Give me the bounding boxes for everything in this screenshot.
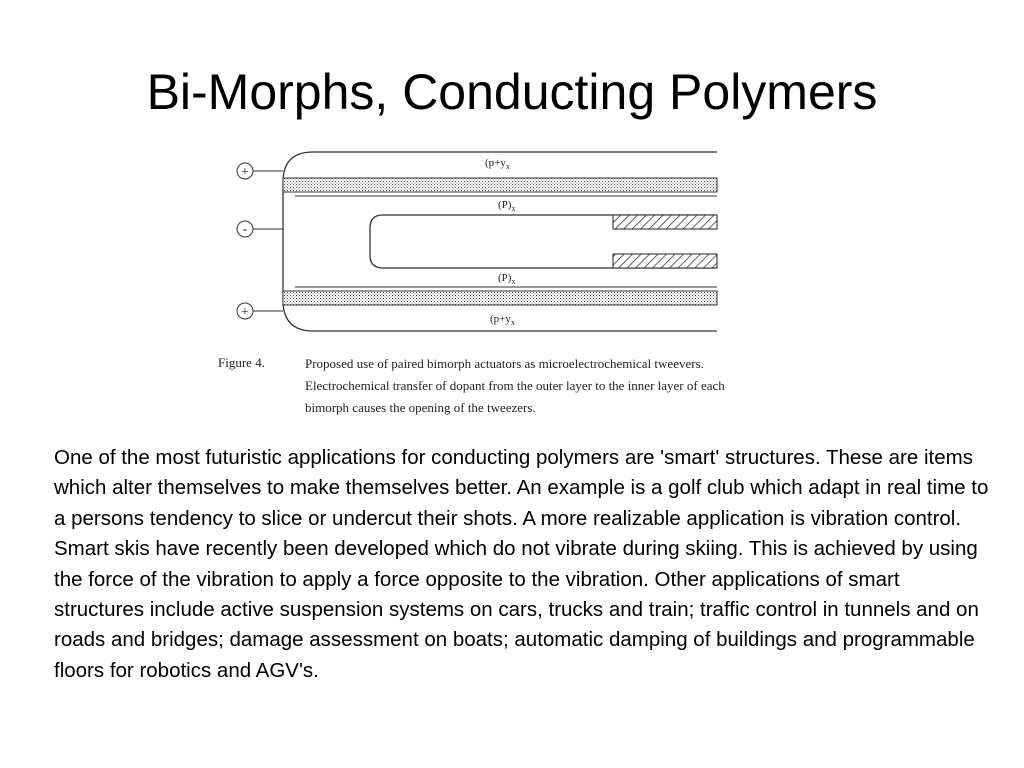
- figure-caption-label: Figure 4.: [218, 355, 265, 370]
- bottom-dopant-layer: [283, 291, 717, 305]
- figure-caption-text: Proposed use of paired bimorph actuators as microelectrochemical tweevers. Electrochemical transfer of dopant from the outer layer to the inner layer of each bimorph causes the opening of the tweezers.: [305, 356, 725, 415]
- bimorph-figure: [215, 145, 750, 430]
- slide-title: Bi-Morphs, Conducting Polymers: [146, 64, 878, 120]
- upper-tweezer-tip: [613, 215, 717, 229]
- outer-bottom-layer-label: ($p+y_x$: [490, 313, 515, 327]
- outer-top-layer-label: ($p+y_x$: [485, 157, 510, 171]
- lower-tweezer-tip: [613, 254, 717, 268]
- top-dopant-layer: [283, 178, 717, 192]
- terminal-bottom-sign: +: [241, 305, 249, 320]
- terminal-top-sign: +: [241, 165, 249, 180]
- inner-bottom-layer-label: $(P)_x$: [498, 272, 516, 286]
- bimorph-diagram: [215, 145, 750, 345]
- inner-top-layer-label: $(P)_x$: [498, 199, 516, 213]
- terminal-middle-sign: -: [242, 222, 248, 237]
- slide-body-text: One of the most futuristic applications for conducting polymers are 'smart' structures. These are items which alter themselves to make themselves better. An example is a golf club which adapt in real time to a persons tendency to slice or undercut their shots. A more realizable application is vibration control. Smart skis have recently been developed which do not vibrate during skiing. This is achieved by using the force of the vibration to apply a force opposite to the vibration. Other applications of smart structures include active suspension systems on cars, trucks and train; traffic control in tunnels and on roads and bridges; damage assessment on boats; automatic damping of buildings and programmable floors for robotics and AGV's.: [54, 446, 989, 682]
